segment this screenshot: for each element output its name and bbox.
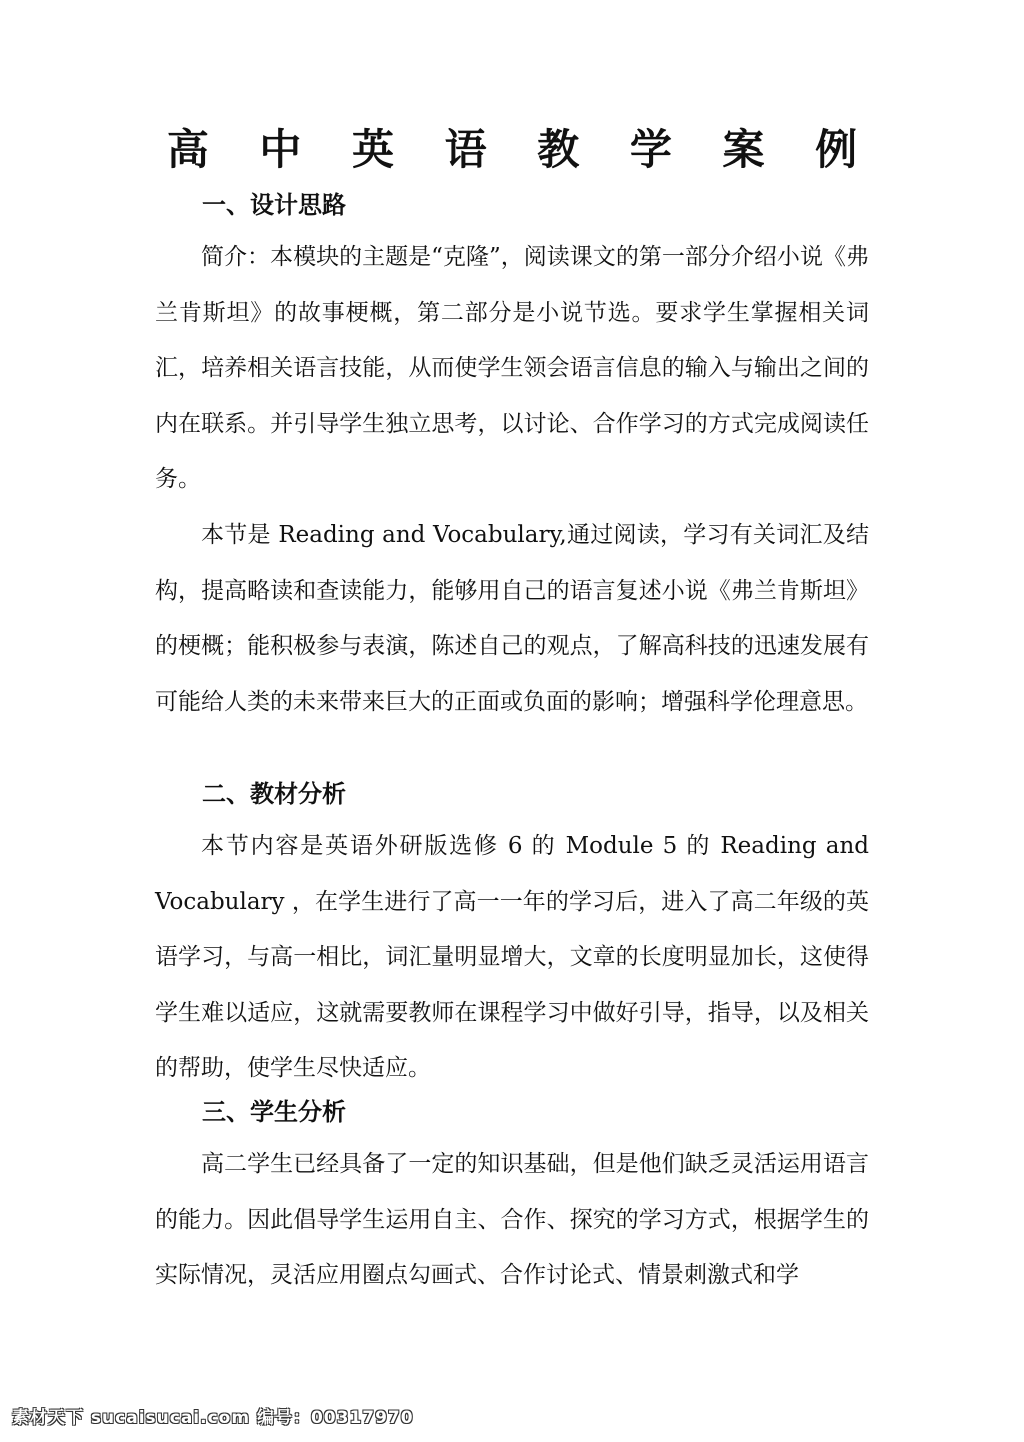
watermark-text: 素材天下 sucaisucai.com 编号：00317970 — [12, 1408, 414, 1428]
section-heading-design: 一、设计思路 — [202, 191, 346, 219]
page-title: 高 中 英 语 教 学 案 例 — [166, 125, 876, 174]
section-heading-material: 二、教材分析 — [202, 780, 346, 808]
paragraph-reading-vocabulary: 本节是 Reading and Vocabulary,通过阅读，学习有关词汇及结构，提高略读和查读能力，能够用自己的语言复述小说《弗兰肯斯坦》的梗概；能积极参与表演，陈述自己的观点，了解高科技的迅速发展有可能给人类的未来带来巨大的正面或负面的影响；增强科学伦理意思。 — [155, 522, 869, 715]
paragraph-intro: 简介：本模块的主题是“克隆”，阅读课文的第一部分介绍小说《弗兰肯斯坦》的故事梗概，第二部分是小说节选。要求学生掌握相关词汇，培养相关语言技能，从而使学生领会语言信息的输入与输出之间的内在联系。并引导学生独立思考，以讨论、合作学习的方式完成阅读任务。 — [155, 244, 869, 492]
paragraph-material-analysis: 本节内容是英语外研版选修 6 的 Module 5 的 Reading and Vocabulary ，在学生进行了高一一年的学习后，进入了高二年级的英语学习，与高一相比，词汇量明显增大，文章的长度明显加长，这使得学生难以适应，这就需要教师在课程学习中做好引导，指导，以及相关的帮助，使学生尽快适应。 — [155, 833, 869, 1081]
paragraph-student-analysis: 高二学生已经具备了一定的知识基础，但是他们缺乏灵活运用语言的能力。因此倡导学生运用自主、合作、探究的学习方式，根据学生的实际情况，灵活应用圈点勾画式、合作讨论式、情景刺激式和学 — [155, 1151, 869, 1288]
section-heading-student: 三、学生分析 — [202, 1098, 346, 1126]
